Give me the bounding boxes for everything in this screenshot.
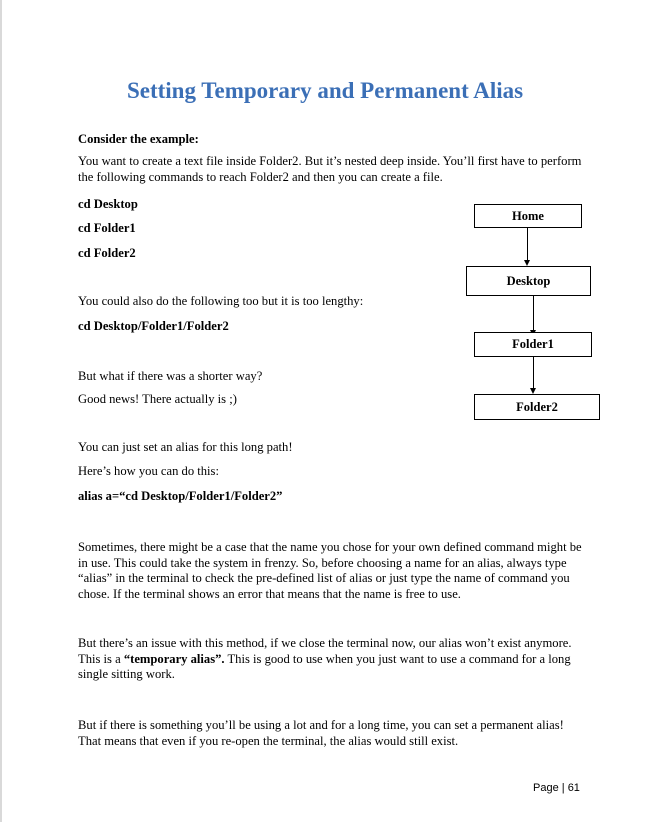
diagram-node-folder2: Folder2 <box>474 394 600 420</box>
temporary-alias-term: “temporary alias”. <box>123 651 225 666</box>
page-footer <box>533 782 580 794</box>
page-separator: | <box>561 782 565 794</box>
page-number: 61 <box>567 782 580 794</box>
diagram-connector-line <box>533 357 534 389</box>
diagram-node-home: Home <box>474 204 582 228</box>
shorter-question: But what if there was a shorter way? <box>78 369 263 383</box>
alias-intro-text: You can just set an alias for this long path! <box>78 440 293 454</box>
diagram-node-desktop: Desktop <box>466 266 591 296</box>
diagram-node-folder1: Folder1 <box>474 332 592 357</box>
warning-paragraph: Sometimes, there might be a case that the name you chose for your own defined command might be in use. This could take the system in frenzy. So, before choosing a name for an alias, always type “alias” in the terminal to check the pre-defined list of alias or just type the name of command you chose. If the terminal shows an error that means that the name is free to use. <box>78 540 582 601</box>
alias-command: alias a=“cd Desktop/Folder1/Folder2” <box>78 489 283 503</box>
diagram-connector-line <box>527 228 528 260</box>
page-label: Page <box>533 782 559 794</box>
permanent-alias-paragraph: But if there is something you’ll be using a lot and for a long time, you can set a permanent alias! That means that even if you re-open the terminal, the alias would still exist. <box>78 718 564 748</box>
command-cd-desktop: cd Desktop <box>78 197 138 211</box>
consider-heading: Consider the example: <box>78 132 199 146</box>
page-title: Setting Temporary and Permanent Alias <box>126 78 524 103</box>
intro-paragraph: You want to create a text file inside Folder2. But it’s nested deep inside. You’ll first have to perform the following commands to reach Folder2 and then you can create a file. <box>78 154 582 184</box>
temporary-alias-paragraph <box>78 636 588 683</box>
good-news-text: Good news! There actually is ;) <box>78 392 237 406</box>
alternative-command: cd Desktop/Folder1/Folder2 <box>78 319 229 333</box>
command-cd-folder2: cd Folder2 <box>78 246 136 260</box>
temporary-paragraph-before: But there’s an issue with this method, if we close the terminal now, our alias won’t exist anymore. This is a <box>78 636 572 666</box>
diagram-connector-line <box>533 296 534 331</box>
command-cd-folder1: cd Folder1 <box>78 221 136 235</box>
page-edge <box>0 0 2 822</box>
temporary-paragraph-after: This is good to use when you just want to use a command for a long single sitting work. <box>78 651 571 681</box>
how-to-text: Here’s how you can do this: <box>78 464 219 478</box>
alternative-text: You could also do the following too but it is too lengthy: <box>78 294 364 308</box>
